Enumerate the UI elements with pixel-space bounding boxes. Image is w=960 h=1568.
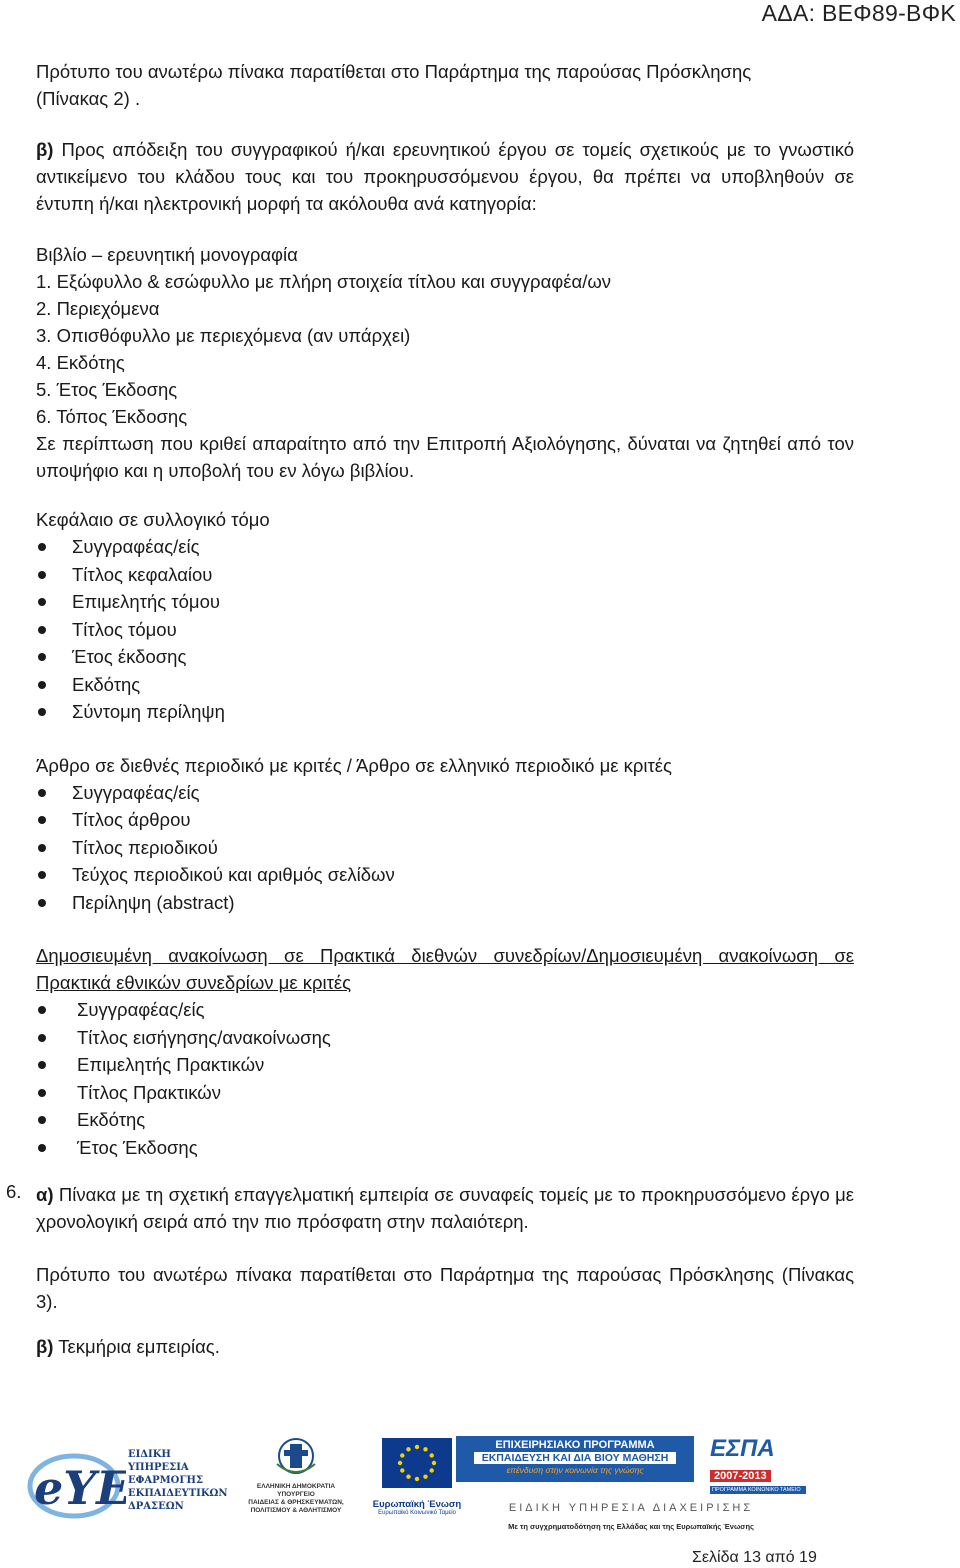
book-note: Σε περίπτωση που κριθεί απαραίτητο από την Επιτροπή Αξιολόγησης, δύναται να ζητηθεί από τον υποψήφιο και η υποβολή του εν λόγω βιβλίου.: [36, 433, 854, 481]
eye-mark-icon: [26, 1438, 126, 1530]
espa-sub: ΠΡΟΓΡΑΜΜΑ ΚΟΙΝΩΝΙΚΟ ΤΑΜΕΙΟ: [710, 1486, 806, 1494]
eye-logo: [26, 1438, 236, 1530]
epp-line2: ΕΚΠΑΙΔΕΥΣΗ ΚΑΙ ΔΙΑ ΒΙΟΥ ΜΑΘΗΣΗ: [474, 1452, 676, 1464]
proceedings-list: [36, 996, 854, 1161]
espa-logo: [710, 1435, 806, 1493]
espa-title: ΕΣΠΑ: [710, 1435, 775, 1462]
ministry-line: ΥΠΟΥΡΓΕΙΟ: [277, 1491, 315, 1498]
eu-sub: Ευρωπαϊκό Κοινωνικό Ταμείο: [378, 1510, 456, 1516]
list-item: Τίτλος τόμου: [36, 616, 854, 644]
list-item: Τίτλος άρθρου: [36, 806, 854, 834]
alpha-label: α): [36, 1184, 54, 1205]
list-item: Συγγραφέας/είς: [36, 779, 854, 807]
eu-label: Ευρωπαϊκή Ένωση: [372, 1499, 462, 1510]
book-item: 5. Έτος Έκδοσης: [36, 379, 178, 400]
epp-line1: ΕΠΙΧΕΙΡΗΣΙΑΚΟ ΠΡΟΓΡΑΜΜΑ: [495, 1439, 655, 1451]
eye-line: ΕΦΑΡΜΟΓΗΣ: [128, 1475, 204, 1486]
logo-strip: [20, 1428, 940, 1538]
epp-espa-logo: [456, 1436, 816, 1538]
intro-line-2: (Πίνακας 2) .: [36, 88, 141, 109]
section6-beta-text: Τεκμήρια εμπειρίας.: [58, 1336, 220, 1357]
book-items: [36, 268, 854, 430]
section6-beta-label: β): [36, 1336, 54, 1357]
intro-line-1: Πρότυπο του ανωτέρω πίνακα παρατίθεται στο Παράρτημα της παρούσας Πρόσκλησης: [36, 61, 752, 82]
epp-banner: [456, 1436, 694, 1482]
book-item: 2. Περιεχόμενα: [36, 298, 160, 319]
eye-line: ΕΙΔΙΚΗ: [128, 1449, 171, 1460]
list-item: Έτος έκδοσης: [36, 643, 854, 671]
beta-paragraph: [36, 136, 854, 217]
book-item: 6. Τόπος Έκδοσης: [36, 406, 188, 427]
proceedings-title-text: Δημοσιευμένη ανακοίνωση σε Πρακτικά διεθνών συνεδρίων/Δημοσιευμένη ανακοίνωση σε Πρακτικά εθνικών συνεδρίων με κριτές: [36, 945, 854, 993]
list-item: Επιμελητής τόμου: [36, 588, 854, 616]
page-content: [6, 58, 855, 1360]
book-title: Βιβλίο – ερευνητική μονογραφία: [36, 244, 298, 265]
proceedings-title: [36, 942, 854, 996]
section6-alpha: [36, 1181, 854, 1235]
article-title: Άρθρο σε διεθνές περιοδικό με κριτές / Άρθρο σε ελληνικό περιοδικό με κριτές: [36, 754, 672, 776]
eye-line: ΥΠΗΡΕΣΙΑ: [128, 1462, 189, 1473]
alpha-text: Πίνακα με τη σχετική επαγγελματική εμπειρία σε συναφείς τομείς με το προκηρυσσόμενο έργο με χρονολογική σειρά από την πιο πρόσφατη στην παλαιότερη.: [36, 1184, 854, 1232]
list-item: Τίτλος εισήγησης/ανακοίνωσης: [36, 1024, 854, 1052]
list-item: Τίτλος περιοδικού: [36, 834, 854, 862]
list-item: Τεύχος περιοδικού και αριθμός σελίδων: [36, 861, 854, 889]
eu-logo: [372, 1438, 462, 1532]
list-item: Εκδότης: [36, 671, 854, 699]
eye-line: ΔΡΑΣΕΩΝ: [128, 1501, 184, 1512]
page-number: Σελίδα 13 από 19: [692, 1549, 817, 1566]
beta-text: Προς απόδειξη του συγγραφικού ή/και ερευνητικού έργου σε τομείς σχετικούς με το γνωστικό αντικείμενο του κλάδου τους και του προκηρυσσόμενου έργου, θα πρέπει να υποβληθούν σε έντυπη ή/και ηλεκτρονική μορφή τα ακόλουθα ανά κατηγορία:: [36, 139, 855, 214]
eu-flag-icon: [382, 1438, 452, 1488]
agency-line: ΕΙΔΙΚΗ ΥΠΗΡΕΣΙΑ ΔΙΑΧΕΙΡΙΣΗΣ: [508, 1502, 754, 1514]
article-list: [36, 779, 854, 917]
document-code: ΑΔΑ: ΒΕΦ89-ΒΦΚ: [761, 0, 956, 26]
eye-line: ΕΚΠΑΙΔΕΥΤΙΚΩΝ: [128, 1488, 228, 1499]
list-item: Τίτλος κεφαλαίου: [36, 561, 854, 589]
chapter-list: [36, 533, 854, 726]
section6-template-line: Πρότυπο του ανωτέρω πίνακα παρατίθεται στο Παράρτημα της παρούσας Πρόσκλησης (Πίνακας 3).: [36, 1264, 854, 1312]
cofund-line: Με τη συγχρηματοδότηση της Ελλάδας και της Ευρωπαϊκής Ένωσης: [508, 1522, 754, 1531]
ministry-line: ΠΟΛΙΤΙΣΜΟΥ & ΑΘΛΗΤΙΣΜΟΥ: [250, 1507, 342, 1514]
chapter-title: Κεφάλαιο σε συλλογικό τόμο: [36, 509, 270, 530]
section-number: 6.: [6, 1181, 22, 1202]
section-6: [6, 1181, 854, 1235]
list-item: Σύντομη περίληψη: [36, 698, 854, 726]
list-item: Περίληψη (abstract): [36, 889, 854, 917]
list-item: Έτος Έκδοσης: [36, 1134, 854, 1162]
list-item: Εκδότης: [36, 1106, 854, 1134]
book-item: 4. Εκδότης: [36, 352, 125, 373]
eye-letters: eYE: [34, 1461, 126, 1515]
list-item: Επιμελητής Πρακτικών: [36, 1051, 854, 1079]
espa-years: 2007-2013: [710, 1470, 771, 1482]
ministry-line: ΠΑΙΔΕΙΑΣ & ΘΡΗΣΚΕΥΜΑΤΩΝ,: [248, 1499, 344, 1506]
list-item: Συγγραφέας/είς: [36, 533, 854, 561]
book-item: 1. Εξώφυλλο & εσώφυλλο με πλήρη στοιχεία τίτλου και συγγραφέα/ων: [36, 271, 612, 292]
book-item: 3. Οπισθόφυλλο με περιεχόμενα (αν υπάρχει): [36, 325, 411, 346]
beta-label: β): [36, 139, 54, 160]
ministry-line: ΕΛΛΗΝΙΚΗ ΔΗΜΟΚΡΑΤΙΑ: [256, 1483, 336, 1490]
section6-beta: [36, 1333, 854, 1360]
greek-emblem-icon: [230, 1436, 362, 1478]
ministry-logo: [230, 1436, 362, 1532]
list-item: Συγγραφέας/είς: [36, 996, 854, 1024]
list-item: Τίτλος Πρακτικών: [36, 1079, 854, 1107]
epp-line3: επένδυση στην κοινωνία της γνώσης: [506, 1465, 644, 1475]
